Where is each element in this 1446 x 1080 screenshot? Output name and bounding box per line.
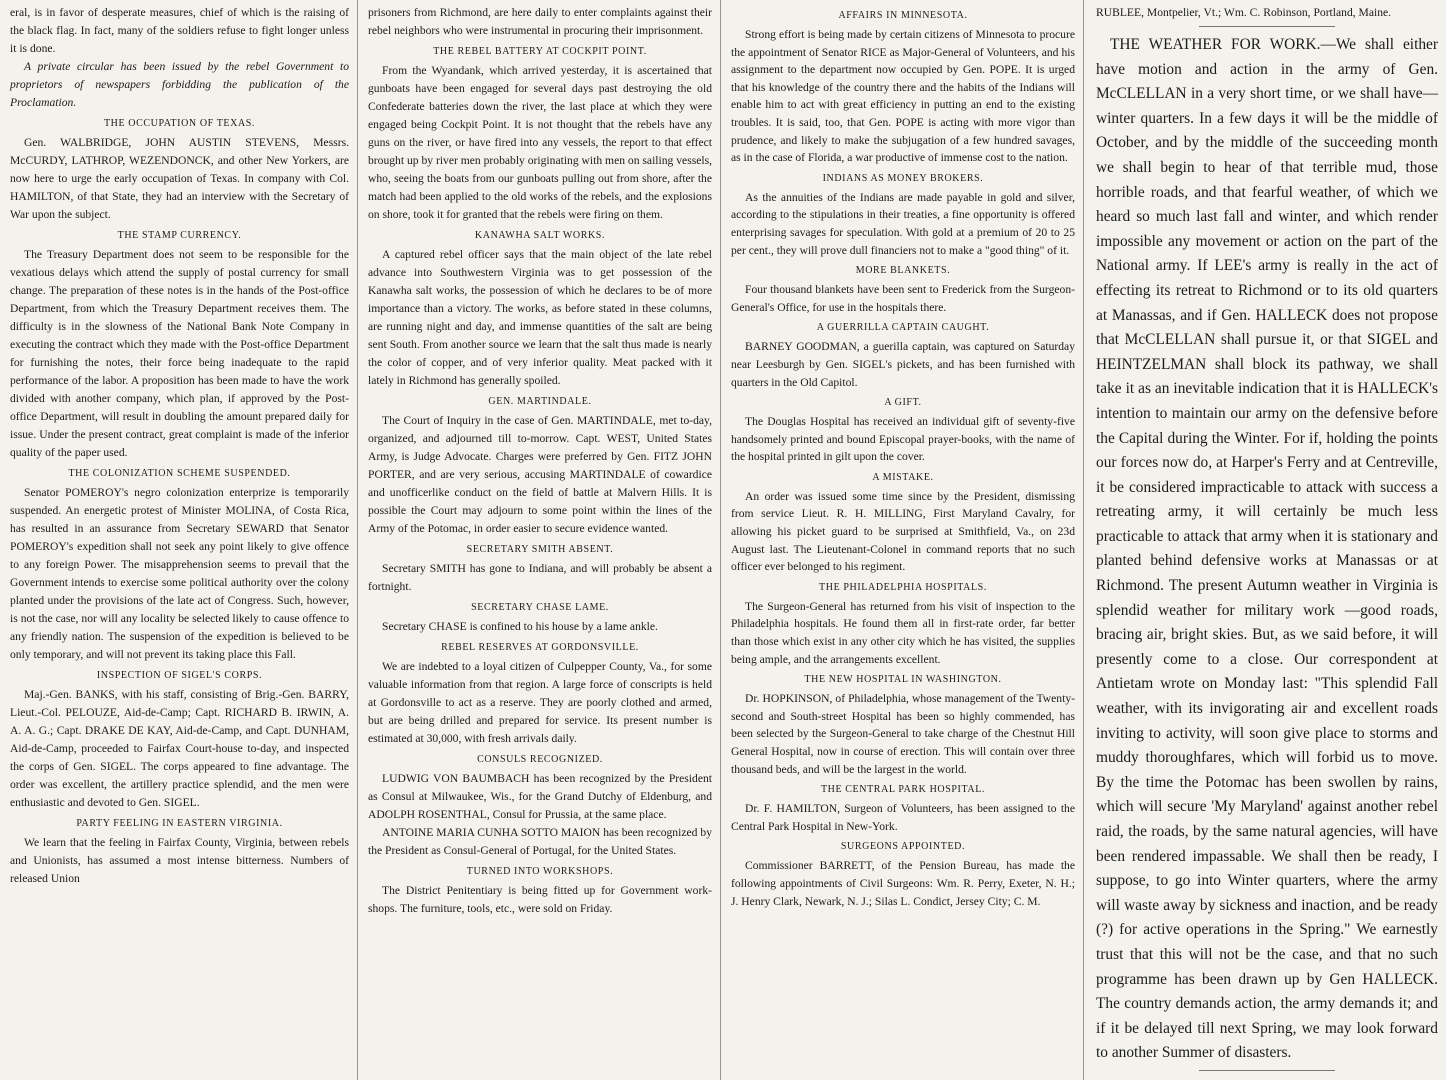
section-divider [1199, 26, 1336, 27]
article-paragraph: Maj.-Gen. BANKS, with his staff, consisting of Brig.-Gen. BARRY, Lieut.-Col. PELOUZE, Aid-de-Camp; Capt. RICHARD B. IRWIN, A. A. A. G.; Capt. DRAKE DE KAY, Aid-de-Camp, and Capt. DUNHAM, Aid-de-Camp, proceeded to Fairfax Court-house to-day, and inspected the corps of Gen. SIGEL. The corps appeared to fine advantage. The order was excellent, the artillery practice splendid, and the men were enthusiastic and devoted to Gen. SIGEL. [10, 688, 349, 809]
article-paragraph: eral, is in favor of desperate measures, chief of which is the raising of the black flag. In fact, many of the soldiers refuse to fight longer unless it is done. [10, 6, 349, 55]
article-paragraph: The Douglas Hospital has received an individual gift of seventy-five handsomely printed and bound Episcopal prayer-books, with the name of the hospital printed in gilt upon the cover. [731, 415, 1075, 464]
article-paragraph: The District Penitentiary is being fitted up for Government work-shops. The furniture, tools, etc., were sold on Friday. [368, 884, 712, 915]
headline: THE PHILADELPHIA HOSPITALS. [819, 581, 987, 593]
headline: A GIFT. [884, 397, 922, 409]
article-paragraph: Dr. HOPKINSON, of Philadelphia, whose management of the Twenty-second and South-street Hospital has been so highly commended, has been selected by the Surgeon-General to take charge of the Chestnut Hill General Hospital, now in course of erection. This will contain over three thousand beds, and will be the largest in the world. [731, 692, 1075, 776]
article-paragraph: We are indebted to a loyal citizen of Culpepper County, Va., for some valuable information from that region. A large force of conscripts is held at Gordonsville to act as a reserve. They are poorly clothed and armed, but are being drilled and prepared for service. Its present number is estimated at 30,000, with fresh arrivals daily. [368, 660, 712, 745]
article-paragraph: Secretary CHASE is confined to his house by a lame ankle. [382, 620, 658, 633]
column-2 [358, 0, 721, 1080]
headline: KANAWHA SALT WORKS. [474, 230, 606, 241]
article-paragraph: An order was issued some time since by the President, dismissing from service Lieut. R. H. MILLING, First Maryland Cavalry, for allowing his picket guard to be surprised at Smithfield, Va., on 23d August last. The Lieutenant-Colonel in command reports that no such officer ever belonged to his regiment. [731, 489, 1075, 574]
article-paragraph: BARNEY GOODMAN, a guerilla captain, was captured on Saturday near Leesburgh by Gen. SIGEL's pickets, and has been furnished with quarters in the Old Capitol. [731, 340, 1075, 389]
article-paragraph: We learn that the feeling in Fairfax County, Virginia, between rebels and Unionists, has assumed a most intense bitterness. Numbers of released Union [10, 836, 349, 885]
article-paragraph: THE WEATHER FOR WORK.—We shall either have motion and action in the army of Gen. McCLELLAN in a very short time, or we shall have—winter quarters. In a few days it will be the middle of October, and by the middle of the succeeding month we shall begin to hear of that terrible mud, those horrible roads, and that fearful weather, of which we heard so much last fall and winter, and which render impossible any movement or action on the part of the National army. If LEE's army is really in the act of effecting its retreat to Richmond or to its old quarters at Manassas, and if Gen. HALLECK does not propose that McCLELLAN shall pursue it, or that SIGEL and HEINTZELMAN shall block its pathway, we shall take it as an inevitable indication that it is HALLECK's intention to maintain our army on the defensive before the Capital during the Winter. For if, holding the points our forces now do, at Harper's Ferry and at Centreville, it be considered impracticable to attack with success a retreating army, it will certainly be much less practicable to attack that army when it is stationary and planted behind defensive works at Manassas or at Richmond. The present Autumn weather in Virginia is splendid weather for military work —good roads, bracing air, bright skies. But, as we said before, it will presently come to a close. Our correspondent at Antietam wrote on Monday last: "This splendid Fall weather, with its invigorating air and excellent roads inviting to activity, will soon give place to storms and muddy thoroughfares, which will forbid us to move. By the time the Potomac has been swollen by rains, which will secure 'My Maryland' against another rebel raid, the roads, by the same natural agencies, will have been rendered impassable. We shall then be ready, I suppose, to go into Winter quarters, where the army will waste away by sickness and inaction, and be ready (?) for active operations in the Spring." We earnestly trust that this will not be the case, and that no such programme has been drawn up by Gen HALLECK. The country demands action, the army demands it; and if it be delayed till next Spring, we may look forward to another Summer of disasters. [1096, 36, 1438, 1062]
headline: CONSULS RECOGNIZED. [477, 754, 603, 765]
article-paragraph: Commissioner BARRETT, of the Pension Bureau, has made the following appointments of Civil Surgeons: Wm. R. Perry, Exeter, N. H.; J. Henry Clark, Newark, N. J.; Silas L. Condict, Jersey City; C. M. [731, 859, 1075, 908]
headline: INSPECTION OF SIGEL'S CORPS. [96, 670, 263, 681]
article-paragraph: The Treasury Department does not seem to be responsible for the vexatious delays which attend the supply of postal currency for small change. The preparation of these notes is in the hands of the Post-office Department, from which the Treasury Department receives them. The difficulty is in the slowness of the National Bank Note Company in executing the contract which they made with the Post-office Department for furnishing the notes, their force being inadequate to the rapid performance of the labor. A proposition has been made to have the work divided with another company, which plan, if approved by the Post-office Department, will result in doubling the amount prepared daily for issue. Under the present contract, great complaint is made of the inferior quality of the paper used. [10, 248, 349, 459]
headline: THE NEW HOSPITAL IN WASHINGTON. [804, 674, 1002, 686]
article-paragraph: Strong effort is being made by certain citizens of Minnesota to procure the appointment of Senator RICE as Major-General of Volunteers, and his assignment to the department now occupied by Gen. POPE. It is urged that his knowledge of the country there and the habits of the Indians will enable him to act with great efficiency in putting an end to the existing troubles. It is said, too, that Gen. POPE is acting with more vigor than prudence, and likely to make the subjugation of a few hundred savages, as in the case of Florida, a war productive of immense cost to the nation. [731, 28, 1075, 165]
headline: SECRETARY CHASE LAME. [471, 602, 609, 613]
headline: THE OCCUPATION OF TEXAS. [103, 118, 256, 129]
article-paragraph: From the Wyandank, which arrived yesterday, it is ascertained that gunboats have been engaged for several days past destroying the old Confederate batteries down the river, the last place at which they were engaged being Cockpit Point. It is not thought that the rebels have any guns on the river, or have fired into any vessels, the report to that effect brought up by river men probably originating with men on sailing vessels, who, seeing the boats from our gunboats pulling out from shore, after the match had been applied to the old works of the rebels, and the explosions on shore, took it for granted that the rebels were firing on them. [368, 64, 712, 221]
headline: SURGEONS APPOINTED. [840, 841, 966, 853]
article-paragraph: Four thousand blankets have been sent to Frederick from the Surgeon-General's Office, for use in the hospitals there. [731, 283, 1075, 314]
column-3 [721, 0, 1084, 1080]
section-divider [1199, 1070, 1336, 1071]
article-paragraph: Gen. WALBRIDGE, JOHN AUSTIN STEVENS, Messrs. McCURDY, LATHROP, WEZENDONCK, and other New Yorkers, are now here to urge the early occupation of Texas. In company with Col. HAMILTON, of that State, they had an interview with the Secretary of War upon the subject. [10, 136, 349, 221]
column-1 [0, 0, 358, 1080]
headline: AFFAIRS IN MINNESOTA. [838, 10, 968, 21]
article-paragraph: The Surgeon-General has returned from his visit of inspection to the Philadelphia hospitals. He found them all in first-rate order, far better than those which exist in any other city which he has visited, the supplies being ample, and the arrangements excellent. [731, 599, 1075, 666]
article-paragraph: RUBLEE, Montpelier, Vt.; Wm. C. Robinson, Portland, Maine. [1096, 6, 1392, 19]
headline: THE COLONIZATION SCHEME SUSPENDED. [68, 468, 291, 479]
article-paragraph: As the annuities of the Indians are made payable in gold and silver, according to the stipulations in their treaties, a fine opportunity is offered enterprising savages for speculation. With gold at a premium of 20 to 25 per cent., they will prove dull financiers not to make a "good thing" of it. [731, 190, 1075, 257]
article-paragraph: ANTOINE MARIA CUNHA SOTTO MAION has been recognized by the President as Consul-General of Portugal, for the United States. [368, 826, 712, 857]
headline: INDIANS AS MONEY BROKERS. [822, 172, 984, 184]
article-paragraph: Secretary SMITH has gone to Indiana, and will probably be absent a fortnight. [368, 562, 712, 593]
article-paragraph: LUDWIG VON BAUMBACH has been recognized by the President as Consul at Milwaukee, Wis., for the Grand Dutchy of Eldenburg, and ADOLPH ROSENTHAL, Consul for Prussia, at the same place. [368, 772, 712, 821]
article-paragraph: The Court of Inquiry in the case of Gen. MARTINDALE, met to-day, organized, and adjourned till to-morrow. Capt. WEST, United States Army, is Judge Advocate. Charges were preferred by Gen. FITZ JOHN PORTER, and are very serious, accusing MARTINDALE of cowardice and unofficerlike conduct on the field of battle at Malvern Hills. It is possible the Court may adjourn to some point within the lines of the Army of the Potomac, in order easier to secure evidence wanted. [368, 414, 712, 535]
headline: PARTY FEELING IN EASTERN VIRGINIA. [76, 818, 283, 829]
headline: GEN. MARTINDALE. [488, 396, 592, 407]
headline: A MISTAKE. [872, 471, 934, 483]
headline: THE STAMP CURRENCY. [117, 230, 242, 241]
article-paragraph: A captured rebel officer says that the main object of the late rebel advance into Southwestern Virginia was to get possession of the Kanawha salt works, the possession of which he declares to be of more importance than a victory. The works, as before stated in these columns, are running night and day, and immense quantities of the salt are being sent South. From another source we learn that the salt thus made is nearly the color of copper, and of very inferior quality. Meat packed with it lately in Richmond has generally spoiled. [368, 248, 712, 387]
article-paragraph: A private circular has been issued by the rebel Government to proprietors of newspapers forbidding the publication of the Proclamation. [10, 60, 349, 109]
headline: REBEL RESERVES AT GORDONSVILLE. [441, 642, 639, 653]
headline: TURNED INTO WORKSHOPS. [466, 866, 614, 877]
headline: A GUERRILLA CAPTAIN CAUGHT. [816, 322, 990, 334]
article-paragraph: Senator POMEROY's negro colonization enterprize is temporarily suspended. An energetic protest of Minister MOLINA, of Costa Rica, has resulted in an assurance from Secretary SEWARD that Senator POMEROY's expedition shall not seek any point likely to give offence to any foreign Power. The misapprehension seems to prevail that the Government intends to exercise some political authority over the colony planted under the provisions of the late act of Congress. Such, however, is not the case, nor will any locality be selected likely to cause offence to any friendly nation. The suspension of the expedition is believed to be only temporary, and will not prevent its taking place this Fall. [10, 486, 349, 661]
headline: SECRETARY SMITH ABSENT. [466, 544, 614, 555]
headline: THE CENTRAL PARK HOSPITAL. [820, 784, 986, 796]
headline: MORE BLANKETS. [855, 265, 951, 277]
headline: THE REBEL BATTERY AT COCKPIT POINT. [433, 46, 647, 57]
article-paragraph: Dr. F. HAMILTON, Surgeon of Volunteers, has been assigned to the Central Park Hospital in New-York. [731, 802, 1075, 833]
article-paragraph: prisoners from Richmond, are here daily to enter complaints against their rebel neighbors who were instrumental in procuring their imprisonment. [368, 6, 712, 37]
column-4 [1084, 0, 1446, 1080]
